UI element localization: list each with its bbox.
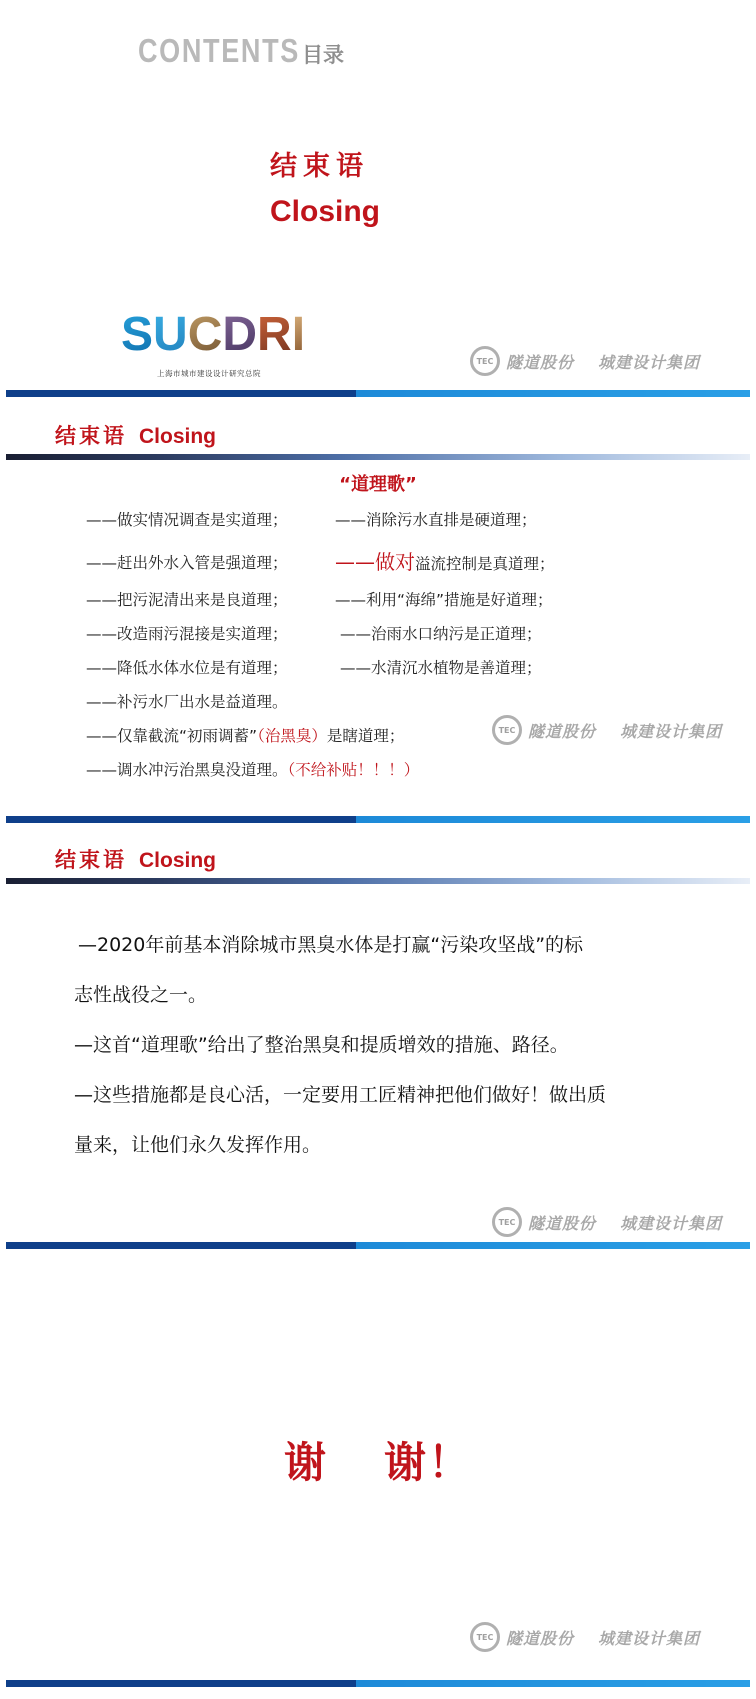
tec-icon: TEC <box>470 1622 500 1652</box>
contents-heading <box>138 32 344 70</box>
slide-summary <box>0 830 756 1260</box>
thanks-char: 谢！ <box>384 1438 473 1487</box>
company-name-2: 城建设计集团 <box>598 352 701 372</box>
song-row <box>86 758 419 780</box>
contents-en: CONTENTS <box>138 32 300 69</box>
sucdri-letter: S <box>121 304 153 364</box>
song-line: 溢流控制是真道理； <box>415 555 555 573</box>
header-zh: 结束语 <box>55 423 127 448</box>
slide-title <box>0 0 756 404</box>
song-line: ——仅靠截流“初雨调蓄” <box>86 727 258 745</box>
thanks-char: 谢 <box>283 1438 328 1487</box>
song-line-highlight: （治黑臭） <box>257 727 327 745</box>
slide-header <box>55 420 216 450</box>
summary-paragraph-2: —这首“道理歌”给出了整治黑臭和提质增效的措施、路径。 <box>74 1034 569 1056</box>
closing-zh: 结束语 <box>270 151 369 182</box>
summary-paragraph-3-line-1: —这些措施都是良心活，一定要用工匠精神把他们做好！做出质 <box>74 1084 607 1106</box>
company-logo <box>492 715 722 745</box>
song-row <box>86 508 288 530</box>
song-line: ——调水冲污治黑臭没道理。 <box>86 761 288 779</box>
song-line: ——消除污水直排是硬道理； <box>335 511 537 529</box>
sucdri-letter: D <box>222 304 257 364</box>
song-line-highlight: ——做对 <box>335 550 415 574</box>
closing-en: Closing <box>270 195 380 228</box>
song-line: ——降低水体水位是有道理； <box>86 659 288 677</box>
bottom-stripe <box>6 1242 750 1249</box>
song-line: ——利用“海绵”措施是好道理； <box>335 591 553 609</box>
tec-icon: TEC <box>492 715 522 745</box>
header-rule <box>6 454 750 460</box>
summary-paragraph-3-line-2: 量来，让他们永久发挥作用。 <box>74 1134 322 1156</box>
sucdri-letter: U <box>153 304 188 364</box>
song-row <box>86 656 288 678</box>
tec-icon: TEC <box>470 346 500 376</box>
bottom-stripe <box>6 390 750 397</box>
summary-paragraph-1-line-1: —2020年前基本消除城市黑臭水体是打赢“污染攻坚战”的标 <box>78 934 584 956</box>
company-name-1: 隧道股份 <box>528 1213 597 1233</box>
song-row <box>86 551 288 573</box>
song-row <box>86 622 288 644</box>
song-line: 是瞎道理； <box>326 727 405 745</box>
song-line: ——赶出外水入管是强道理； <box>86 554 288 572</box>
sucdri-letter: C <box>188 304 223 364</box>
song-line: ——改造雨污混接是实道理； <box>86 625 288 643</box>
song-row-right <box>335 588 553 610</box>
company-name-2: 城建设计集团 <box>598 1628 701 1648</box>
song-row-right <box>335 508 537 530</box>
company-name-1: 隧道股份 <box>528 721 597 741</box>
header-rule <box>6 878 750 884</box>
company-logo <box>492 1207 722 1237</box>
song-title: “道理歌” <box>339 474 417 495</box>
song-line: ——补污水厂出水是益道理。 <box>86 693 288 711</box>
song-row-right <box>335 546 555 575</box>
header-en: Closing <box>139 849 216 872</box>
sucdri-letter: R <box>257 304 292 364</box>
company-name-2: 城建设计集团 <box>620 1213 723 1233</box>
company-name-1: 隧道股份 <box>506 1628 575 1648</box>
song-line-highlight: （不给补贴！！！） <box>287 761 420 779</box>
song-line: ——水清沉水植物是善道理； <box>340 659 542 677</box>
song-row <box>86 724 404 746</box>
sucdri-caption: 上海市城市建设设计研究总院 <box>157 369 261 378</box>
closing-section-title <box>270 144 380 229</box>
song-row <box>86 690 288 712</box>
song-row <box>86 588 288 610</box>
song-line: ——做实情况调查是实道理； <box>86 511 288 529</box>
song-line: ——把污泥清出来是良道理； <box>86 591 288 609</box>
bottom-stripe <box>6 816 750 823</box>
company-name-1: 隧道股份 <box>506 352 575 372</box>
company-logo <box>470 1622 700 1652</box>
sucdri-letter: I <box>292 304 305 364</box>
contents-zh: 目录 <box>302 43 344 67</box>
header-en: Closing <box>139 425 216 448</box>
slide-header <box>55 844 216 874</box>
sucdri-logo <box>121 304 306 382</box>
song-row-right <box>340 656 542 678</box>
slide-thanks <box>0 1260 756 1699</box>
song-line: ——治雨水口纳污是正道理； <box>340 625 542 643</box>
tec-icon: TEC <box>492 1207 522 1237</box>
song-row-right <box>340 622 542 644</box>
company-logo <box>470 346 700 376</box>
summary-paragraph-1-line-2: 志性战役之一。 <box>74 984 208 1006</box>
slide-song <box>0 404 756 830</box>
thanks-text <box>0 1430 756 1490</box>
header-zh: 结束语 <box>55 847 127 872</box>
company-name-2: 城建设计集团 <box>620 721 723 741</box>
bottom-stripe <box>6 1680 750 1687</box>
